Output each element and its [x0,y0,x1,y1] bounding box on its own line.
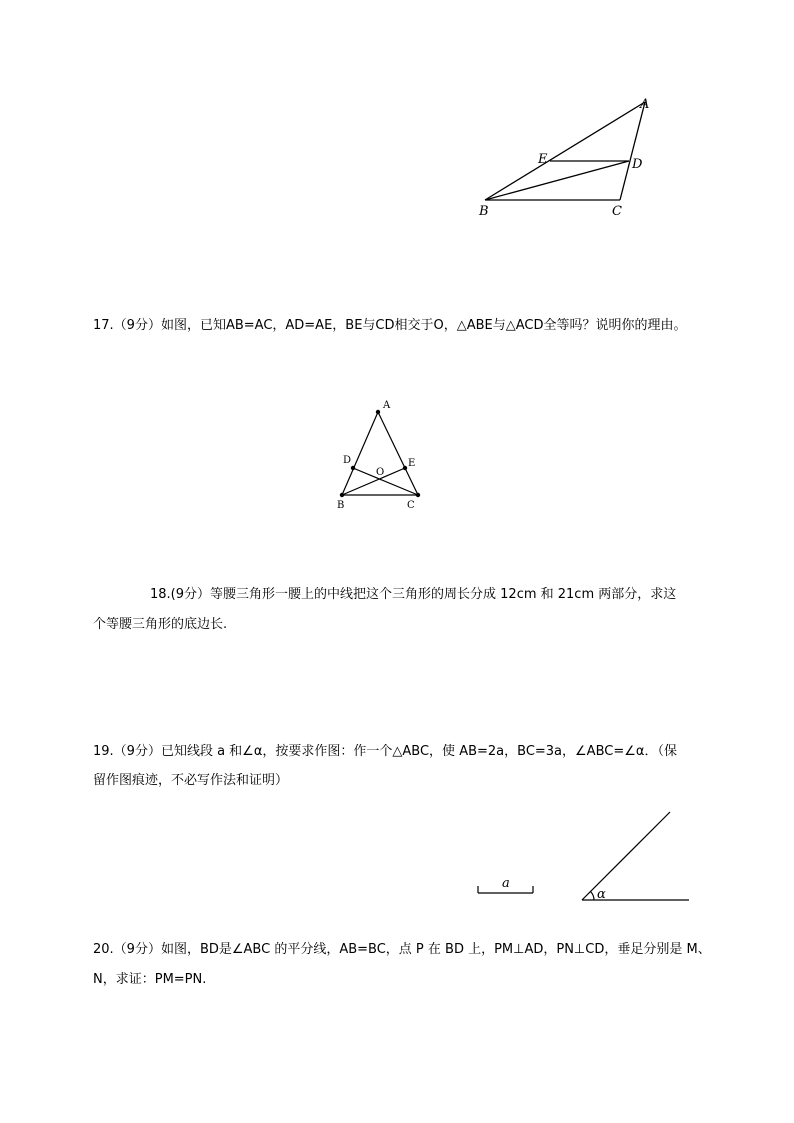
question-20-line-2: N，求证：PM=PN. [93,972,207,987]
label-d: D [632,157,643,172]
point-c [416,493,420,497]
question-19-line-2: 留作图痕迹，不必写作法和证明） [93,773,289,788]
label-e: E [408,458,416,469]
point-a [376,410,380,414]
point-e [403,466,407,470]
segment-cd [353,468,418,495]
label-d: D [343,455,352,466]
segment-ac [378,412,418,495]
segment-label-a: a [502,876,510,891]
question-17-text: 17.（9分）如图，已知AB=AC，AD=AE，BE与CD相交于O，△ABE与△ACD全等吗？说明你的理由。 [93,318,687,333]
question-18-line-2: 个等腰三角形的底边长. [93,617,228,632]
figure-isosceles-triangle-q17 [330,395,440,515]
label-e: E [538,152,548,167]
question-20-line-1: 20.（9分）如图，BD是∠ABC 的平分线，AB=BC，点 P 在 BD 上，PM⊥AD，PN⊥CD，垂足分别是 M、 [93,942,711,957]
angle-label-alpha: α [597,887,606,902]
angle-arc [591,892,595,901]
segment-ab [485,102,645,200]
label-c: C [612,204,622,219]
segment-ab [342,412,378,495]
label-a: A [640,97,650,112]
figure-segment-and-angle [470,805,700,910]
label-b: B [337,500,345,511]
segment-bd [485,161,629,200]
label-a: A [383,400,391,411]
question-19-line-1: 19.（9分）已知线段 a 和∠α，按要求作图：作一个△ABC，使 AB=2a，BC=3a，∠ABC=∠α．（保 [93,744,677,759]
figure-triangle-abc-top [470,90,670,225]
segment-ac [620,102,645,200]
label-b: B [479,204,489,219]
point-d [351,466,355,470]
question-18-line-1: 18.(9分）等腰三角形一腰上的中线把这个三角形的周长分成 12cm 和 21cm 两部分，求这 [150,587,677,602]
label-o: O [376,467,385,478]
point-b [340,493,344,497]
label-c: C [407,500,415,511]
angle-ray-slanted [582,812,670,900]
